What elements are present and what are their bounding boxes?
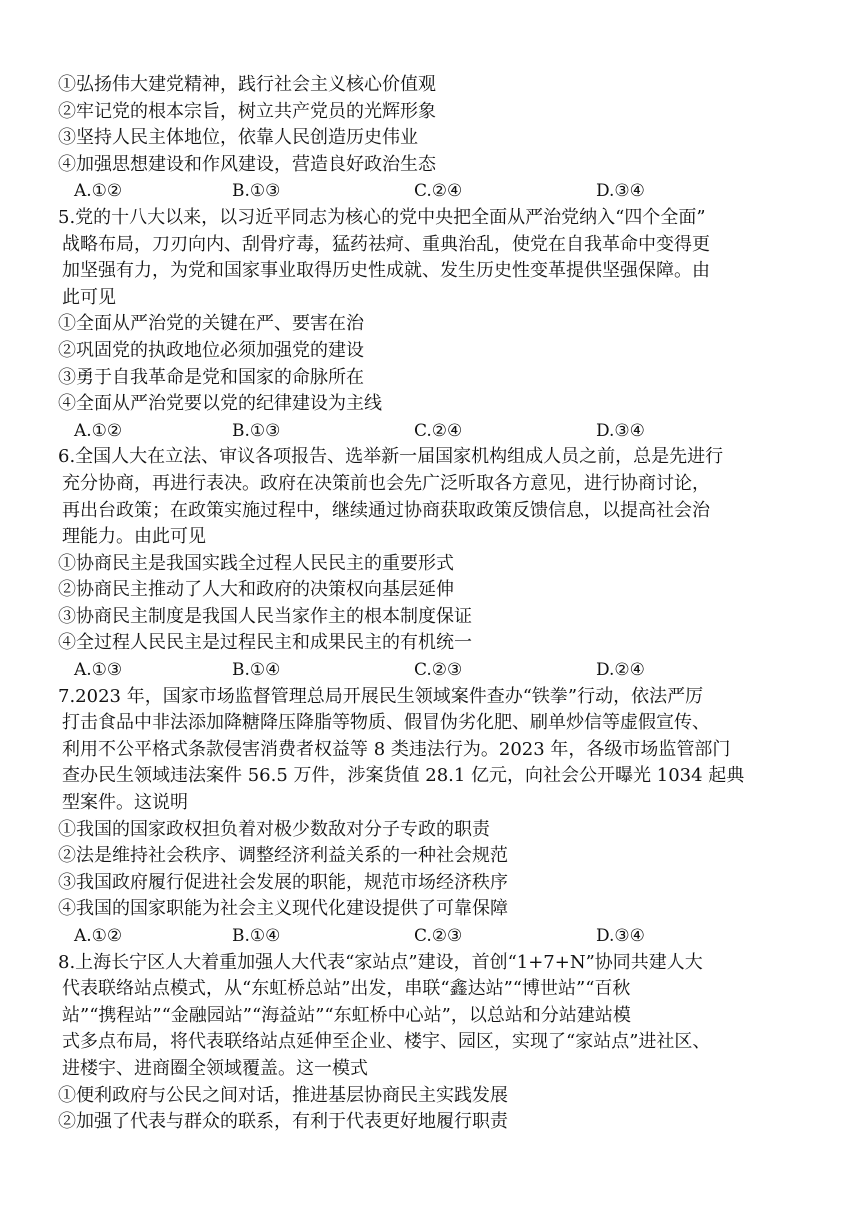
question-6 bbox=[58, 444, 818, 683]
question-stem-line: 进楼宇、进商圈全领域覆盖。这一模式 bbox=[62, 1057, 368, 1079]
option-line: ③我国政府履行促进社会发展的职能，规范市场经济秩序 bbox=[58, 871, 508, 893]
choice-b: B.①④ bbox=[232, 926, 281, 946]
question-stem-line: 利用不公平格式条款侵害消费者权益等 8 类违法行为。2023 年，各级市场监管部门 bbox=[62, 738, 731, 760]
question-stem-line: 加坚强有力，为党和国家事业取得历史性成就、发生历史性变革提供坚强保障。由 bbox=[62, 260, 710, 282]
option-line: ②法是维持社会秩序、调整经济利益关系的一种社会规范 bbox=[58, 845, 508, 867]
question-5 bbox=[58, 205, 818, 444]
choice-c: C.②④ bbox=[414, 420, 463, 441]
choice-b: B.①③ bbox=[232, 420, 281, 441]
question-stem-line: 查办民生领域违法案件 56.5 万件，涉案货值 28.1 亿元，向社会公开曝光 1034 起典 bbox=[62, 765, 745, 787]
question-7 bbox=[58, 684, 818, 950]
answer-choices bbox=[58, 923, 818, 950]
choice-b: B.①③ bbox=[232, 181, 281, 202]
question-8 bbox=[58, 950, 818, 1136]
option-line: ①弘扬伟大建党精神，践行社会主义核心价值观 bbox=[58, 74, 436, 95]
choice-a: A.①② bbox=[74, 926, 123, 946]
choice-b: B.①④ bbox=[232, 660, 281, 681]
option-line: ④全面从严治党要以党的纪律建设为主线 bbox=[58, 393, 382, 415]
question-stem-line: 再出台政策；在政策实施过程中，继续通过协商获取政策反馈信息，以提高社会治 bbox=[62, 499, 710, 521]
choice-d: D.③④ bbox=[596, 181, 645, 202]
option-line: ③坚持人民主体地位，依靠人民创造历史伟业 bbox=[58, 127, 418, 149]
option-line: ②牢记党的根本宗旨，树立共产党员的光辉形象 bbox=[58, 100, 436, 122]
choice-a: A.①③ bbox=[74, 660, 123, 681]
choice-c: C.②④ bbox=[414, 181, 463, 202]
choice-c: C.②③ bbox=[414, 660, 463, 681]
option-line: ①全面从严治党的关键在严、要害在治 bbox=[58, 313, 364, 335]
question-stem-line: 6.全国人大在立法、审议各项报告、选举新一届国家机构组成人员之前，总是先进行 bbox=[58, 446, 724, 468]
question-stem-line: 此可见 bbox=[62, 286, 116, 308]
choice-a: A.①② bbox=[74, 420, 123, 441]
option-line: ④我国的国家职能为社会主义现代化建设提供了可靠保障 bbox=[58, 898, 508, 920]
option-line: ③勇于自我革命是党和国家的命脉所在 bbox=[58, 366, 364, 388]
question-stem-line: 7.2023 年，国家市场监督管理总局开展民生领域案件查办“铁拳”行动，依法严厉 bbox=[58, 685, 704, 707]
choice-c: C.②③ bbox=[414, 926, 463, 946]
choice-a: A.①② bbox=[74, 181, 123, 202]
answer-choices bbox=[58, 657, 818, 684]
question-stem-line: 型案件。这说明 bbox=[62, 792, 188, 814]
answer-choices bbox=[58, 178, 818, 205]
choice-d: D.③④ bbox=[596, 420, 645, 441]
option-line: ②巩固党的执政地位必须加强党的建设 bbox=[58, 339, 364, 361]
option-line: ①协商民主是我国实践全过程人民民主的重要形式 bbox=[58, 552, 454, 574]
option-line: ①我国的国家政权担负着对极少数敌对分子专政的职责 bbox=[58, 818, 490, 840]
option-line: ②加强了代表与群众的联系，有利于代表更好地履行职责 bbox=[58, 1111, 508, 1133]
option-line: ①便利政府与公民之间对话，推进基层协商民主实践发展 bbox=[58, 1084, 508, 1106]
option-line: ④加强思想建设和作风建设，营造良好政治生态 bbox=[58, 153, 436, 175]
question-stem-line: 理能力。由此可见 bbox=[62, 526, 206, 548]
exam-page bbox=[58, 72, 818, 1136]
question-stem-line: 代表联络站点模式，从“东虹桥总站”出发，串联“鑫达站”“博世站”“百秋 bbox=[62, 978, 631, 1000]
question-stem-line: 打击食品中非法添加降糖降压降脂等物质、假冒伪劣化肥、刷单炒信等虚假宣传、 bbox=[62, 712, 710, 734]
option-line: ④全过程人民民主是过程民主和成果民主的有机统一 bbox=[58, 632, 472, 654]
choice-d: D.③④ bbox=[596, 926, 645, 946]
question-stem-line: 5.党的十八大以来，以习近平同志为核心的党中央把全面从严治党纳入“四个全面” bbox=[58, 206, 706, 228]
choice-d: D.②④ bbox=[596, 660, 645, 681]
question-stem-line: 站”“携程站”“金融园站”“海益站”“东虹桥中心站”，以总站和分站建站模 bbox=[62, 1004, 631, 1026]
question-stem-line: 式多点布局，将代表联络站点延伸至企业、楼宇、园区，实现了“家站点”进社区、 bbox=[62, 1031, 711, 1053]
question-4-options bbox=[58, 72, 818, 205]
answer-choices bbox=[58, 418, 818, 445]
question-stem-line: 充分协商，再进行表决。政府在决策前也会先广泛听取各方意见，进行协商讨论， bbox=[62, 472, 710, 494]
option-line: ②协商民主推动了人大和政府的决策权向基层延伸 bbox=[58, 579, 454, 601]
question-stem-line: 战略布局，刀刃向内、刮骨疗毒，猛药祛疴、重典治乱，使党在自我革命中变得更 bbox=[62, 233, 710, 255]
question-stem-line: 8.上海长宁区人大着重加强人大代表“家站点”建设，首创“1+7+N”协同共建人大 bbox=[58, 951, 703, 973]
option-line: ③协商民主制度是我国人民当家作主的根本制度保证 bbox=[58, 605, 472, 627]
